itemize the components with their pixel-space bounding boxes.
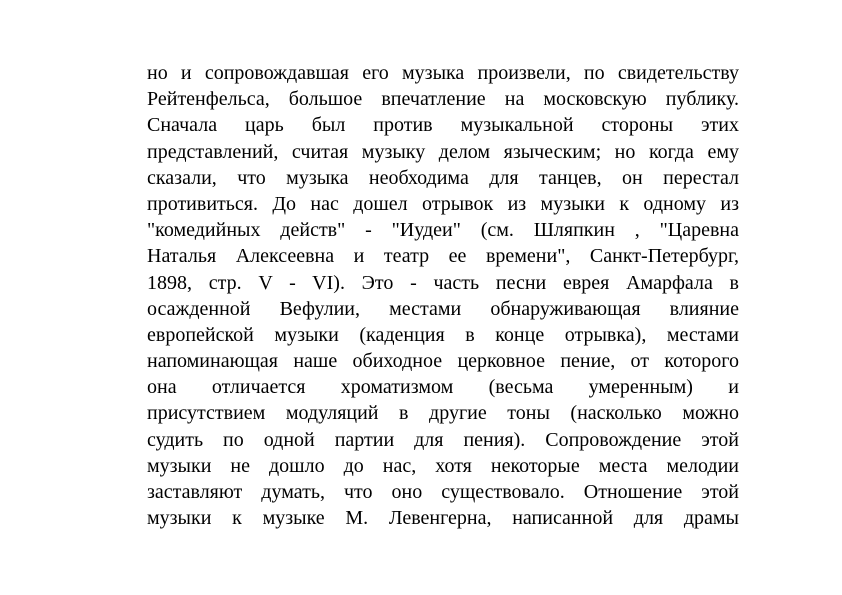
text-line: "комедийных действ" - "Иудеи" (см. Шляпкин , "Царевна	[147, 219, 739, 242]
text-line: присутствием модуляций в другие тоны (насколько можно	[147, 402, 739, 425]
text-line: европейской музыки (каденция в конце отрывка), местами	[147, 323, 739, 346]
text-line: Наталья Алексеевна и театр ее времени", Санкт-Петербург,	[147, 245, 739, 268]
text-line: 1898, стр. V - VI). Это - часть песни еврея Амарфала в	[147, 271, 739, 294]
text-line: музыки к музыке М. Левенгерна, написанной для драмы	[147, 507, 739, 530]
text-line: сказали, что музыка необходима для танцев, он перестал	[147, 166, 739, 189]
text-line: музыки не дошло до нас, хотя некоторые места мелодии	[147, 454, 739, 477]
text-line: но и сопровождавшая его музыка произвели, по свидетельству	[147, 62, 739, 84]
text-line: заставляют думать, что оно существовало. Отношение этой	[147, 481, 739, 503]
text-line: она отличается хроматизмом (весьма умеренным) и	[147, 376, 739, 399]
text-line: судить по одной партии для пения). Сопровождение этой	[147, 428, 739, 451]
text-line: противиться. До нас дошел отрывок из музыки к одному из	[147, 192, 739, 215]
text-line: Рейтенфельса, большое впечатление на московскую публику.	[147, 88, 739, 111]
body-text	[147, 60, 739, 531]
text-line: Сначала царь был против музыкальной стороны этих	[147, 114, 739, 137]
text-line: осажденной Вефулии, местами обнаруживающая влияние	[147, 297, 739, 320]
text-line: представлений, считая музыку делом языческим; но когда ему	[147, 140, 739, 163]
text-line: напоминающая наше обиходное церковное пение, от которого	[147, 350, 739, 373]
